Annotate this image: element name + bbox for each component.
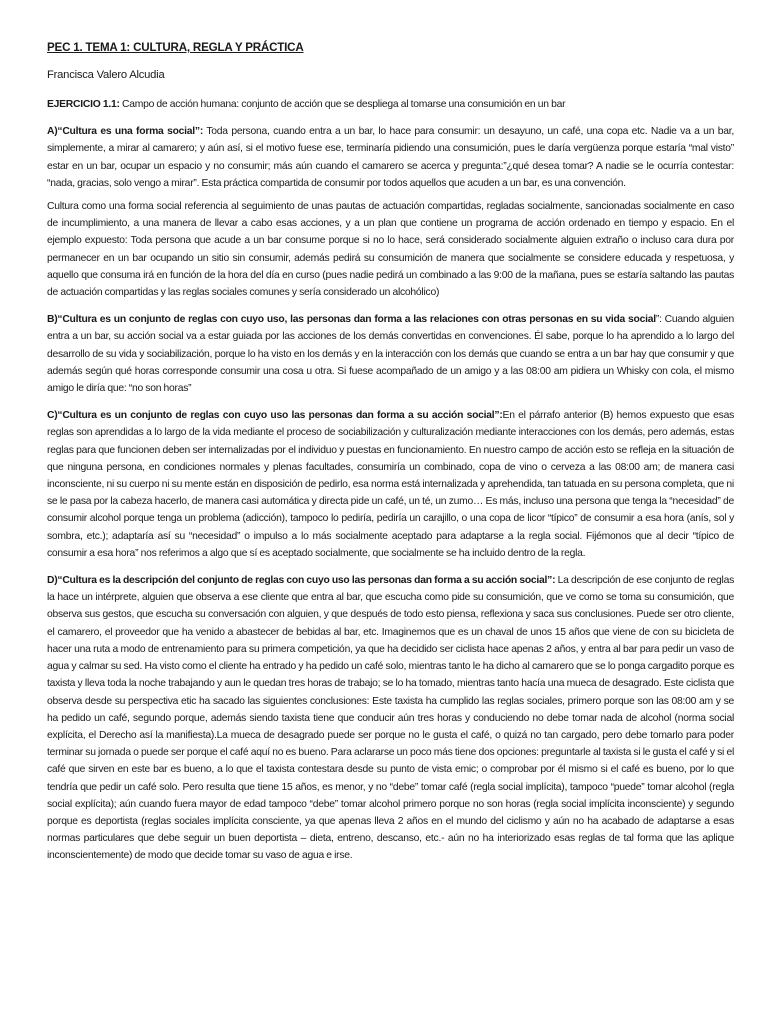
section-a-paragraph-2: Cultura como una forma social referencia al seguimiento de unas pautas de actuación compartidas, regladas socialmente, sancionadas socialmente en caso de incumplimiento, a una manera de llevar a cabo esas acciones, y a un plan que contiene un programa de acción ordenado en tiempo y espacio. En el ejemplo expuesto: Toda persona que acude a un bar consume porque si no lo hace, será considerado socialmente alguien extraño o incluso cara dura por permanecer en un bar ocupando un sitio sin consumir, además pedirá su consumición de manera que socialmente se considere educada y respetuosa, y aquello que consuma irá en función de la hora del día en curso (pues nadie pedirá un combinado a las 9:00 de la mañana, pues se estaría saltando las pautas de actuación compartidas y las reglas sociales comunes y sería considerado un alcohólico): [47, 201, 734, 299]
section-a-text: Toda persona, cuando entra a un bar, lo hace para consumir: un desayuno, un café, una copa etc. Nadie va a un bar, simplemente, a mirar al camarero; y aún así, si el motivo fuese ese, terminaría pidiendo una consumición, pues le daría vergüenza porque estaría “mal visto” estar en un bar, ocupar un espacio y no consumir; más aún cuando el camarero se acerca y pregunta:”¿qué desea tomar? A nadie se le ocurría contestar: “nada, gracias, solo vengo a mirar”. Esta práctica compartida de consumir por todos aquellos que acuden a un bar, es una convención.: [47, 126, 734, 189]
section-c-heading: C)“Cultura es un conjunto de reglas con cuyo uso las personas dan forma a su acción social”:: [47, 410, 503, 422]
section-d-heading: D)“Cultura es la descripción del conjunto de reglas con cuyo uso las personas dan forma a su acción social”:: [47, 575, 556, 587]
section-b-text: ”: Cuando alguien entra a un bar, su acción social va a estar guiada por las acciones de los demás convertidas en convenciones. Él sabe, porque lo ha aprendido a lo largo del desarrollo de su vida y sociabilización, porque lo ha visto en los demás y en la interacción con los demás que cuando se entra a un bar hay que consumir y que además según qué horas corresponde consumir una cosa u otra. Si fuese acompañado de un amigo y a las 08:00 am pidiera un Whisky con cola, el mismo amigo le diría que: “no son horas”: [47, 314, 735, 395]
exercise-statement: [47, 96, 734, 113]
section-d-text: La descripción de ese conjunto de reglas la hace un intérprete, alguien que observa a ese cliente que entra al bar, que escucha como pide su consumición, que ve como se toma su consumición, que observa sus gestos, que escucha su conversación con alguien, y que después de todo esto piensa, reflexiona y saca sus conclusiones. Puede ser otro cliente, el camarero, el proveedor que ha venido a abastecer de bebidas al bar, etc. Imaginemos que es un chaval de unos 15 años que viene de con su bicicleta de hacer una ruta a modo de entrenamiento para su primera competición, ya que ha decidido ser ciclista hace apenas 2 años, y entra al bar para pedir un vaso de agua y calmar su sed. Ha visto como el cliente ha entrado y ha pedido un café solo, mientras tanto le ha dicho al camarero que se lo ponga cargadito porque es taxista y lleva toda la noche trabajando y aun le quedan tres horas de trabajo; se lo ha tomado, mientras tanto hacía una mueca de desagrado. Este ciclista que observa desde su perspectiva etic ha sacado las siguientes conclusiones: Este taxista ha cumplido las reglas sociales, primero porque son las 08:00 am y se ha pedido un café, segundo porque, además siendo taxista tiene que conducir aún tres horas y conduciendo no debe tomar nada de alcohol (norma social explícita, el Derecho así la manifiesta).La mueca de desagrado puede ser porque no le gusta el café, o quizá no tan cargado, pero debe tomarlo para poder terminar su jornada o puede ser porque el café aquí no es bueno. Para aclararse un poco más tiene dos opciones: preguntarle al taxista si le gusta el café y si el café que sirven en este bar es bueno, a lo que el taxista contestara desde su punto de vista emic; o comprobar por él mismo si el café es bueno, por lo que tendría que pedir un café solo. Pero resulta que tiene 15 años, es menor, y no “debe” tomar café (regla social implícita), tampoco “puede” tomar alcohol (regla social explícita); aún cuando fuera mayor de edad tampoco “debe” tomar alcohol primero porque no son horas (regla social implícita inconsciente) y segundo porque es deportista (reglas sociales implícita consciente, ya que apenas lleva 2 años en el mundo del ciclismo y aún no ha acabado de adaptarse a esas normas particulares que debe seguir un buen deportista – dieta, entreno, descanso, etc.- aún no ha interiorizado esas reglas de tal forma que las aplique inconscientemente) de modo que decide tomar su vaso de agua e irse.: [47, 575, 735, 862]
author-name: Francisca Valero Alcudia: [47, 69, 165, 81]
section-c-paragraph: [47, 407, 734, 562]
exercise-text: Campo de acción humana: conjunto de acción que se despliega al tomarse una consumición en un bar: [119, 99, 566, 110]
section-a-heading: A)“Cultura es una forma social”:: [47, 126, 204, 138]
document-title: PEC 1. TEMA 1: CULTURA, REGLA Y PRÁCTICA: [47, 41, 304, 54]
section-c-text: En el párrafo anterior (B) hemos expuesto que esas reglas son aprendidas a lo largo de la vida mediante el proceso de sociabilización y culturalización mediante interacciones con los demás, pero además, estas reglas para que funcionen deben ser internalizadas por el individuo y puestas en funcionamiento. En nuestro campo de acción esto se refleja en la situación de que ninguna persona, en condiciones normales y plenas facultades, consumiría un combinado, copa de vino o cerveza a las 08:00 am; de manera casi inconsciente, ni su cuerpo ni su mente están en disposición de pedirlo, esa norma está internalizada y aprehendida, tan tatuada en su persona completa, que ni se le pasa por la cabeza hacerlo, de manera casi automática y directa pide un café, un té, un zumo… Es más, incluso una persona que tenga la “necesidad” de consumir alcohol porque tenga un problema (adicción), tampoco lo pediría, pediría un carajillo, o una copa de licor “típico” de consumir a esa hora (anís, sol y sombra, etc.); adaptaría así su “necesidad” o impulso a lo más socialmente aceptado para adaptarse a la regla social. Fijémonos que al decir “típico de consumir a esa hora” nos referimos a algo que sí es aceptado socialmente, que socialmente se ha incluido dentro de la regla.: [47, 410, 734, 559]
section-b-paragraph: [47, 311, 734, 397]
section-a-paragraph: [47, 123, 734, 192]
section-b-heading: B)“Cultura es un conjunto de reglas con cuyo uso, las personas dan forma a las relaciones con otras personas en su vida social: [47, 314, 656, 326]
exercise-label: EJERCICIO 1.1:: [47, 99, 120, 110]
section-d-paragraph: [47, 572, 734, 864]
